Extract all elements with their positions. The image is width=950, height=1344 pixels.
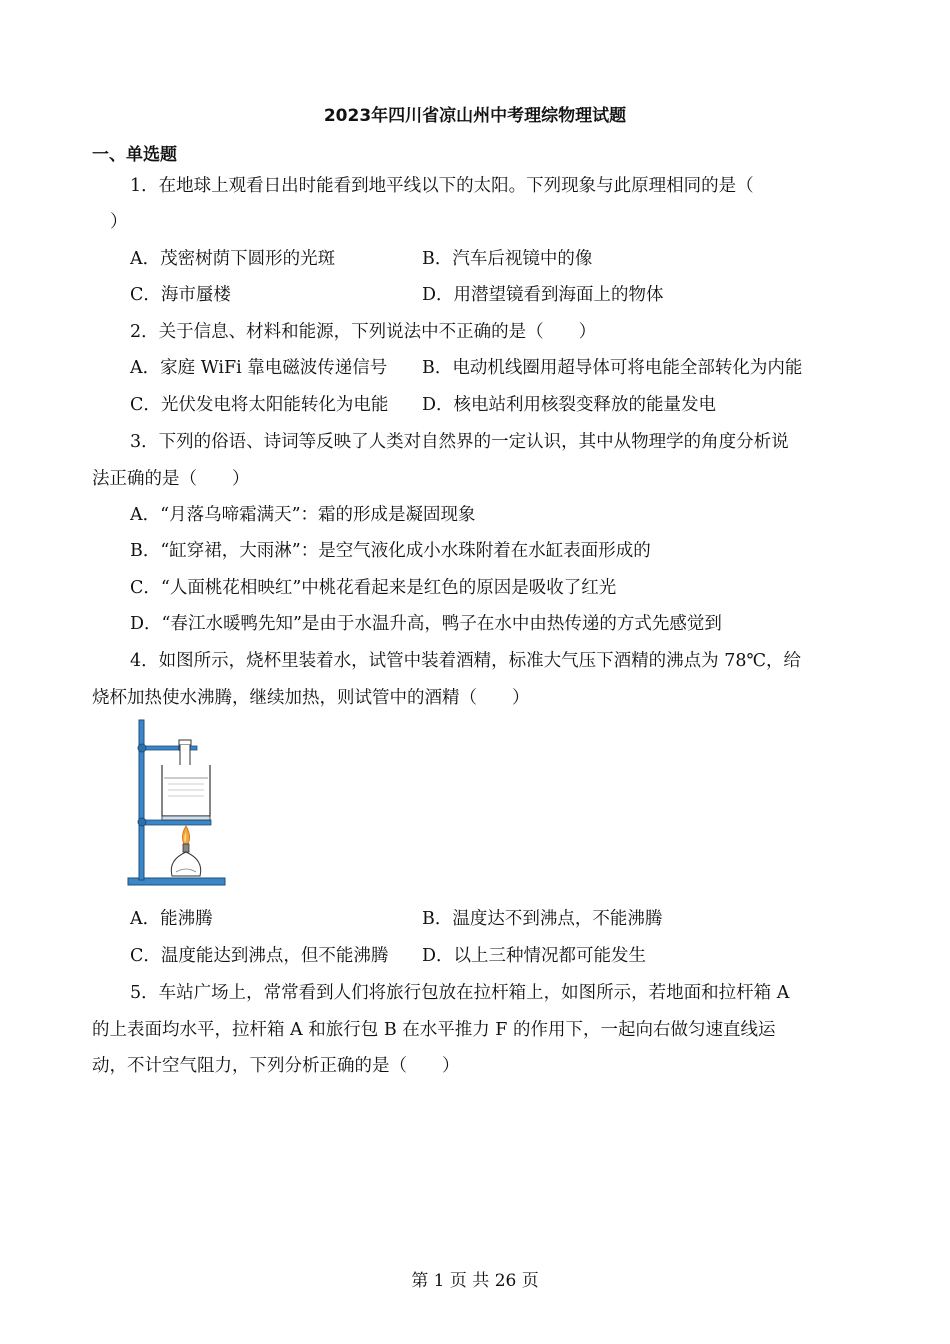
q1-stem: 1．在地球上观看日出时能看到地平线以下的太阳。下列现象与此原理相同的是（ <box>130 176 754 196</box>
q2-option-a: A．家庭 WiFi 靠电磁波传递信号 <box>130 358 388 378</box>
boiling-apparatus-figure <box>126 718 228 888</box>
q3-option-b: B．“缸穿裙，大雨淋”：是空气液化成小水珠附着在水缸表面形成的 <box>130 541 651 561</box>
q3-stem: 3．下列的俗语、诗词等反映了人类对自然界的一定认识，其中从物理学的角度分析说 <box>130 432 789 452</box>
q1-option-a: A．茂密树荫下圆形的光斑 <box>130 249 336 269</box>
q5-stem-cont-1: 的上表面均水平，拉杆箱 A 和旅行包 B 在水平推力 F 的作用下，一起向右做匀速直线运 <box>92 1020 776 1040</box>
q4-option-a: A．能沸腾 <box>130 909 213 929</box>
q4-option-d: D．以上三种情况都可能发生 <box>422 946 647 966</box>
q2-option-b: B．电动机线圈用超导体可将电能全部转化为内能 <box>422 358 803 378</box>
q3-option-c: C．“人面桃花相映红”中桃花看起来是红色的原因是吸收了红光 <box>130 578 617 598</box>
q4-option-b: B．温度达不到沸点，不能沸腾 <box>422 909 663 929</box>
q1-option-c: C．海市蜃楼 <box>130 285 231 305</box>
q4-stem: 4．如图所示，烧杯里装着水，试管中装着酒精，标准大气压下酒精的沸点为 78℃，给 <box>130 651 802 671</box>
section-heading: 一、单选题 <box>92 145 177 165</box>
q3-option-a: A．“月落乌啼霜满天”：霜的形成是凝固现象 <box>130 505 476 525</box>
q2-option-d: D．核电站利用核裂变释放的能量发电 <box>422 395 717 415</box>
q1-stem-cont: ） <box>110 212 128 232</box>
q3-option-d: D．“春江水暖鸭先知”是由于水温升高，鸭子在水中由热传递的方式先感觉到 <box>130 614 722 634</box>
q5-stem-cont-2: 动，不计空气阻力，下列分析正确的是（ ） <box>92 1056 460 1076</box>
q5-stem: 5．车站广场上，常常看到人们将旅行包放在拉杆箱上，如图所示，若地面和拉杆箱 A <box>130 983 790 1003</box>
page-footer: 第 1 页 共 26 页 <box>411 1271 539 1291</box>
q4-stem-cont: 烧杯加热使水沸腾，继续加热，则试管中的酒精（ ） <box>92 688 530 708</box>
q1-option-d: D．用潜望镜看到海面上的物体 <box>422 285 664 305</box>
page-title: 2023年四川省凉山州中考理综物理试题 <box>323 106 627 126</box>
q2-stem: 2．关于信息、材料和能源，下列说法中不正确的是（ ） <box>130 322 597 342</box>
q1-option-b: B．汽车后视镜中的像 <box>422 249 593 269</box>
q4-option-c: C．温度能达到沸点，但不能沸腾 <box>130 946 389 966</box>
q2-option-c: C．光伏发电将太阳能转化为电能 <box>130 395 389 415</box>
q3-stem-cont: 法正确的是（ ） <box>92 469 250 489</box>
